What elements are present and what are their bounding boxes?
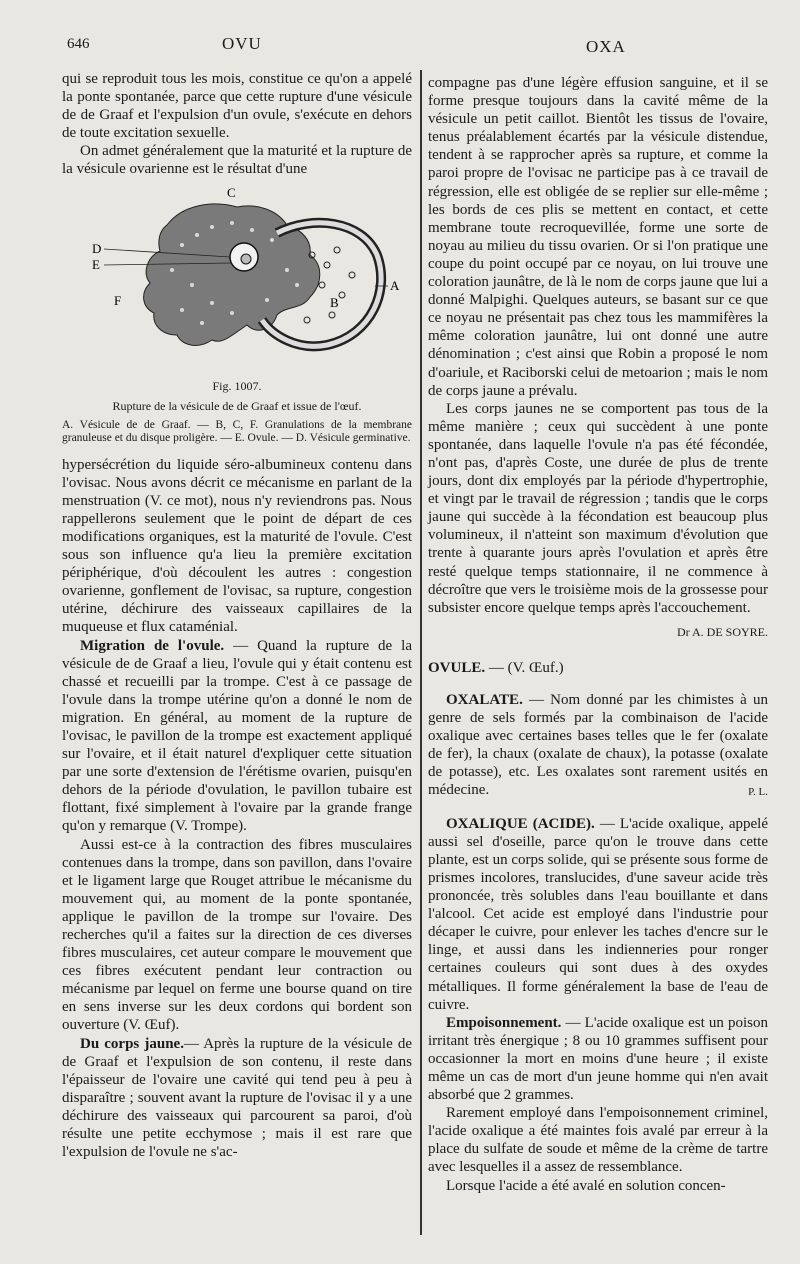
- paragraph: Aussi est-ce à la contraction des fibres musculaires contenues dans la trompe, dans son pavillon, dans l'ovaire et le ligament large que Rouget attribue le mécanisme du mouvement qui, au moment de la ponte spontanée, applique le pavillon de la trompe sur l'ovaire. Des recherches qu'il a faites sur la direction de ces diverses fibres musculaires, cet auteur compare le mouvement que ces fibres exécutent pendant leur contraction ou mécanisme par lequel on ferme une bourse quand on tire en sens inverse sur les deux cordons qui bordent son ouverture (V. Œuf).: [62, 836, 412, 1034]
- right-column: [428, 74, 768, 1195]
- entry-oxalique: OXALIQUE (ACIDE). — L'acide oxalique, appelé aussi sel d'oseille, parce qu'on le trouve dans cette plante, est un corps solide, qui se présente sous forme de prismes incolores, translucides, d'une saveur acide très prononcée, très solubles dans l'eau bouillante et dans l'alcool. Cet acide est employé dans l'industrie pour décaper le cuivre, pour enlever les taches d'encre sur le linge, et aussi dans les indienneries pour ronger certaines couleurs qui sont dues à des oxydes métalliques. Il forme généralement la base de l'eau de cuivre.: [428, 815, 769, 1013]
- paragraph: Empoisonnement. — L'acide oxalique est un poison irritant très énergique ; 8 ou 10 grammes suffisent pour occasionner la mort en moins d'une heure ; il existe même un cas de mort d'un jeune homme qui n'en avait absorbé que 2 grammes.: [428, 1014, 768, 1104]
- subheading-corps-jaune: Du corps jaune.: [80, 1035, 184, 1052]
- paragraph: Lorsque l'acide a été avalé en solution concen-: [446, 1177, 726, 1194]
- graafian-follicle-illustration: [72, 185, 402, 375]
- figure-number: Fig. 1007.: [212, 378, 262, 393]
- figure-1007: [62, 185, 412, 446]
- paragraph: Rarement employé dans l'empoisonnement criminel, l'acide oxalique a été maintes fois avalé par erreur à la place du sulfate de soude et même de la crème de tartre avec lesquelles il a assez de ressemblance.: [428, 1105, 768, 1176]
- germinal-vesicle: [241, 254, 251, 264]
- headword-ovule: OVULE.: [428, 659, 486, 676]
- page-number: 646: [67, 36, 90, 52]
- page-header: [0, 34, 800, 58]
- label-d: D: [92, 240, 102, 256]
- left-column: [62, 70, 412, 1161]
- figure-legend: A. Vésicule de de Graaf. — B, C, F. Granulations de la membrane granuleuse et du disque proligère. — E. Ovule. — D. Vésicule germinative.: [62, 418, 412, 445]
- entry-ovule: OVULE. — (V. Œuf.): [428, 659, 564, 676]
- author-signature: P. L.: [748, 785, 768, 798]
- label-f: F: [114, 292, 122, 308]
- author-signature: Dr A. DE SOYRE.: [676, 624, 768, 639]
- paragraph: Du corps jaune.— Après la rupture de la vésicule de de Graaf et l'expulsion de son contenu, il reste dans l'épaisseur de l'ovaire une cavité qui tend peu à peu à disparaître ; souvent avant la rupture de l'ovisac il y a une déchirure des vaisseaux qui parcourent sa paroi, d'où résulte une petite ecchymose ; mais il est rare que l'expulsion de l'ovule ne s'ac-: [62, 1035, 413, 1161]
- paragraph: Les corps jaunes ne se comportent pas tous de la même manière ; ceux qui succèdent à une ponte spontanée, dans laquelle l'ovule n'a pas été fécondée, n'ont pas, d'après Coste, une durée de plus de trente jours, dont dix employés par la période d'hypertrophie, et vingt par le travail de régression ; tandis que le corps jaune qui succède à la fécondation est beaucoup plus volumineux, il n'atteint son maximum d'évolution que trente à quarante jours après l'ovulation et après être resté quelque temps stationnaire, il ne commence à décroître que vers le troisième mois de la grossesse pour subsister encore quelque temps après l'accouchement.: [428, 400, 768, 616]
- running-head-right: OXA: [586, 37, 626, 56]
- headword-oxalate: OXALATE.: [446, 692, 523, 708]
- entry-oxalate: OXALATE. — Nom donné par les chimistes à un genre de sels formés par la combinaison de l'acide oxalique avec certaines bases telles que le fer (oxalate de fer), la chaux (oxalate de chaux), la potasse (oxalate de potasse), etc. Les oxalates sont rarement usités en médecine.: [428, 692, 768, 799]
- running-head-left: OVU: [222, 34, 262, 53]
- paragraph: Migration de l'ovule. — Quand la rupture de la vésicule de de Graaf a lieu, l'ovule qui y était contenu est chassé et recueilli par la trompe. C'est à ce passage de l'ovule dans la trompe utérine qu'on a donné le nom de migration. En général, au moment de la rupture de l'ovisac, le pavillon de la trompe est exactement appliqué sur l'ovaire, et il était naturel d'expliquer cette situation par une sorte d'extension de l'érétisme ovarien, puisqu'en dehors de la période d'ovulation, le pavillon tubaire est flottant, fixé simplement à l'ovaire par la grande frange qu'on y remarque (V. Trompe).: [62, 637, 412, 835]
- paragraph: qui se reproduit tous les mois, constitue ce qu'on a appelé la ponte spontanée, parce que cette rupture d'une vésicule de de Graaf et l'expulsion d'un ovule, s'exécute en dehors de toute excitation sexuelle.: [62, 71, 412, 142]
- paragraph: compagne pas d'une légère effusion sanguine, et il se forme presque toujours dans la cavité même de la vésicule un petit caillot. Bientôt les tissus de l'ovaire, tenus préalablement écartés par la vésicule distendue, tendent à se rapprocher après sa rupture, et comme la paroi propre de l'ovisac ne participe pas à ce travail de régression, elle est obligée de se replier sur elle-même ; les bords de ces plis se mettent en contact, et cette membrane toute recroquevillée, forme une sorte de noyau au milieu du tissu ovarien. Or si l'on pratique une coupe du point occupé par ce noyau, on lui trouve une coloration jaunâtre, de là le nom de corps jaune que lui a donné Malpighi. Quelques auteurs, se basant sur ce que ce noyau ne présentait pas chez tous les mammifères la même coloration jaunâtre, lui ont donné une autre dénomination ; c'est ainsi que Robin a proposé le nom d'oariule, et Raciborski celui de metoarion ; mais le nom de corps jaune a prévalu.: [428, 75, 768, 399]
- subheading-migration: Migration de l'ovule.: [80, 637, 225, 654]
- paragraph: hypersécrétion du liquide séro-albumineux contenu dans l'ovisac. Nous avons décrit ce mécanisme en parlant de la menstruation (V. ce mot), nous n'y reviendrons pas. Nous rappellerons seulement que le point de départ de ces modifications organiques, est la maturité de l'ovule. C'est sous son influence qu'a lieu la première excitation périphérique, d'où découlent les autres : congestion ovarienne, gonflement de l'ovisac, sa rupture, congestion utérine, déchirure des vaisseaux capillaires de la muqueuse et flux cataménial.: [62, 456, 412, 636]
- subheading-empoisonnement: Empoisonnement.: [446, 1014, 562, 1031]
- figure-caption: Rupture de la vésicule de de Graaf et issue de l'œuf.: [112, 398, 362, 413]
- headword-oxalique: OXALIQUE (ACIDE).: [446, 815, 595, 832]
- column-divider: [420, 70, 422, 1235]
- label-a: A: [390, 277, 400, 293]
- label-c: C: [227, 184, 236, 200]
- label-b: B: [330, 294, 339, 310]
- label-e: E: [92, 256, 100, 272]
- paragraph: On admet généralement que la maturité et la rupture de la vésicule ovarienne est le résultat d'une: [62, 143, 412, 178]
